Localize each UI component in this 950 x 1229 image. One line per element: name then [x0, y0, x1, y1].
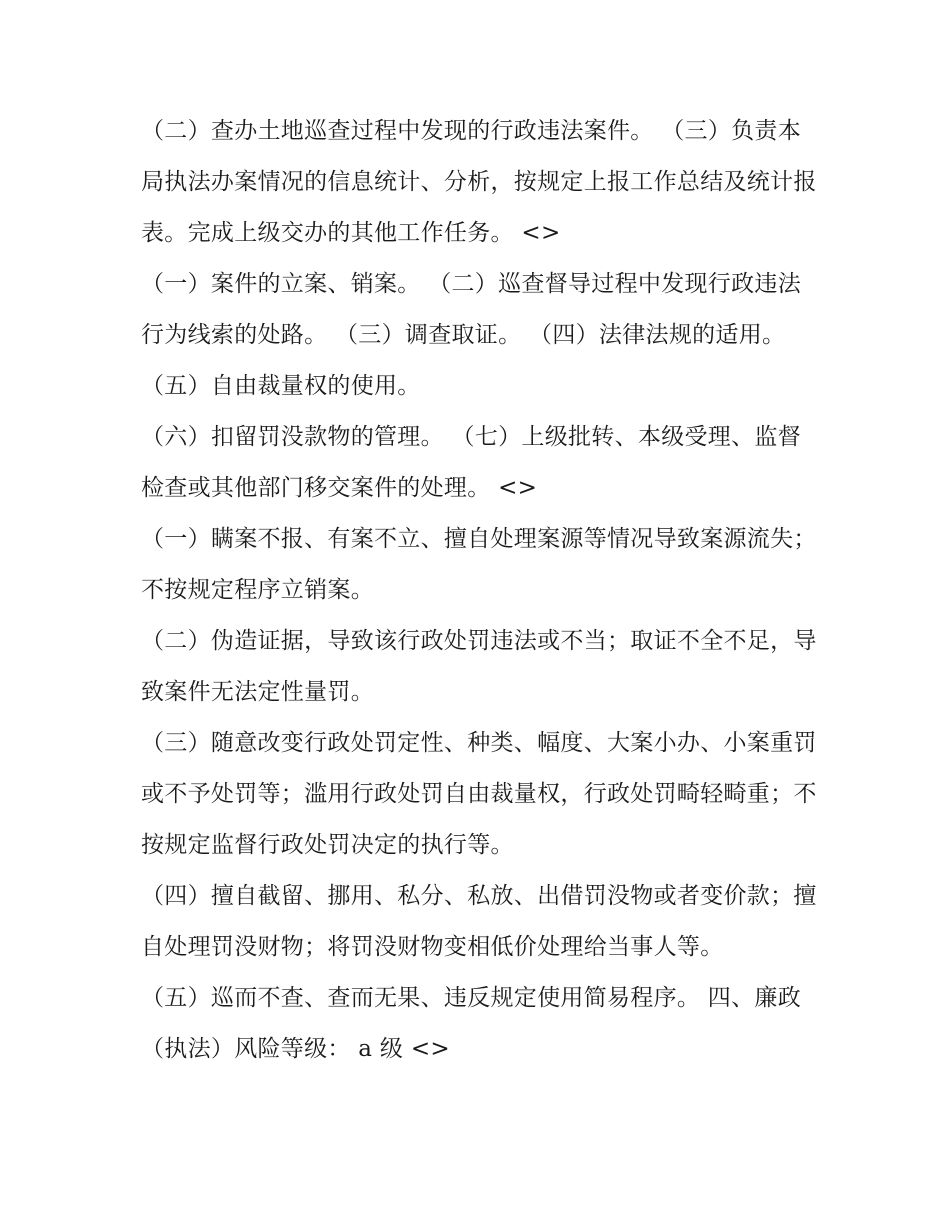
paragraph-risk-item-4: （四）擅自截留、挪用、私分、私放、出借罚没物或者变价款；擅自处理罚没财物；将罚没财物变相低价处理给当事人等。 — [141, 883, 817, 960]
paragraph-duties-continued: （二）查办土地巡查过程中发现的行政违法案件。 （三）负责本局执法办案情况的信息统计、分析，按规定上报工作总结及统计报表。完成上级交办的其他工作任务。 <> — [141, 118, 817, 246]
paragraph-risk-item-1: （一）瞒案不报、有案不立、擅自处理案源等情况导致案源流失；不按规定程序立销案。 — [141, 526, 817, 603]
paragraph-risk-item-5: （五）巡而不查、查而无果、违反规定使用简易程序。 四、廉政（执法）风险等级： a 级 <> — [141, 985, 802, 1062]
paragraph-risk-item-2: （二）伪造证据，导致该行政处罚违法或不当；取证不全不足，导致案件无法定性量罚。 — [141, 628, 817, 705]
document-body — [141, 106, 821, 1075]
paragraph-risk-points-1: （一）案件的立案、销案。 （二）巡查督导过程中发现行政违法行为线索的处路。 （三）调查取证。 （四）法律法规的适用。 （五）自由裁量权的使用。 — [141, 271, 802, 399]
paragraph-risk-points-2: （六）扣留罚没款物的管理。 （七）上级批转、本级受理、监督检查或其他部门移交案件的处理。 <> — [141, 424, 802, 501]
paragraph-risk-item-3: （三）随意改变行政处罚定性、种类、幅度、大案小办、小案重罚或不予处罚等；滥用行政处罚自由裁量权，行政处罚畸轻畸重；不按规定监督行政处罚决定的执行等。 — [141, 730, 817, 858]
